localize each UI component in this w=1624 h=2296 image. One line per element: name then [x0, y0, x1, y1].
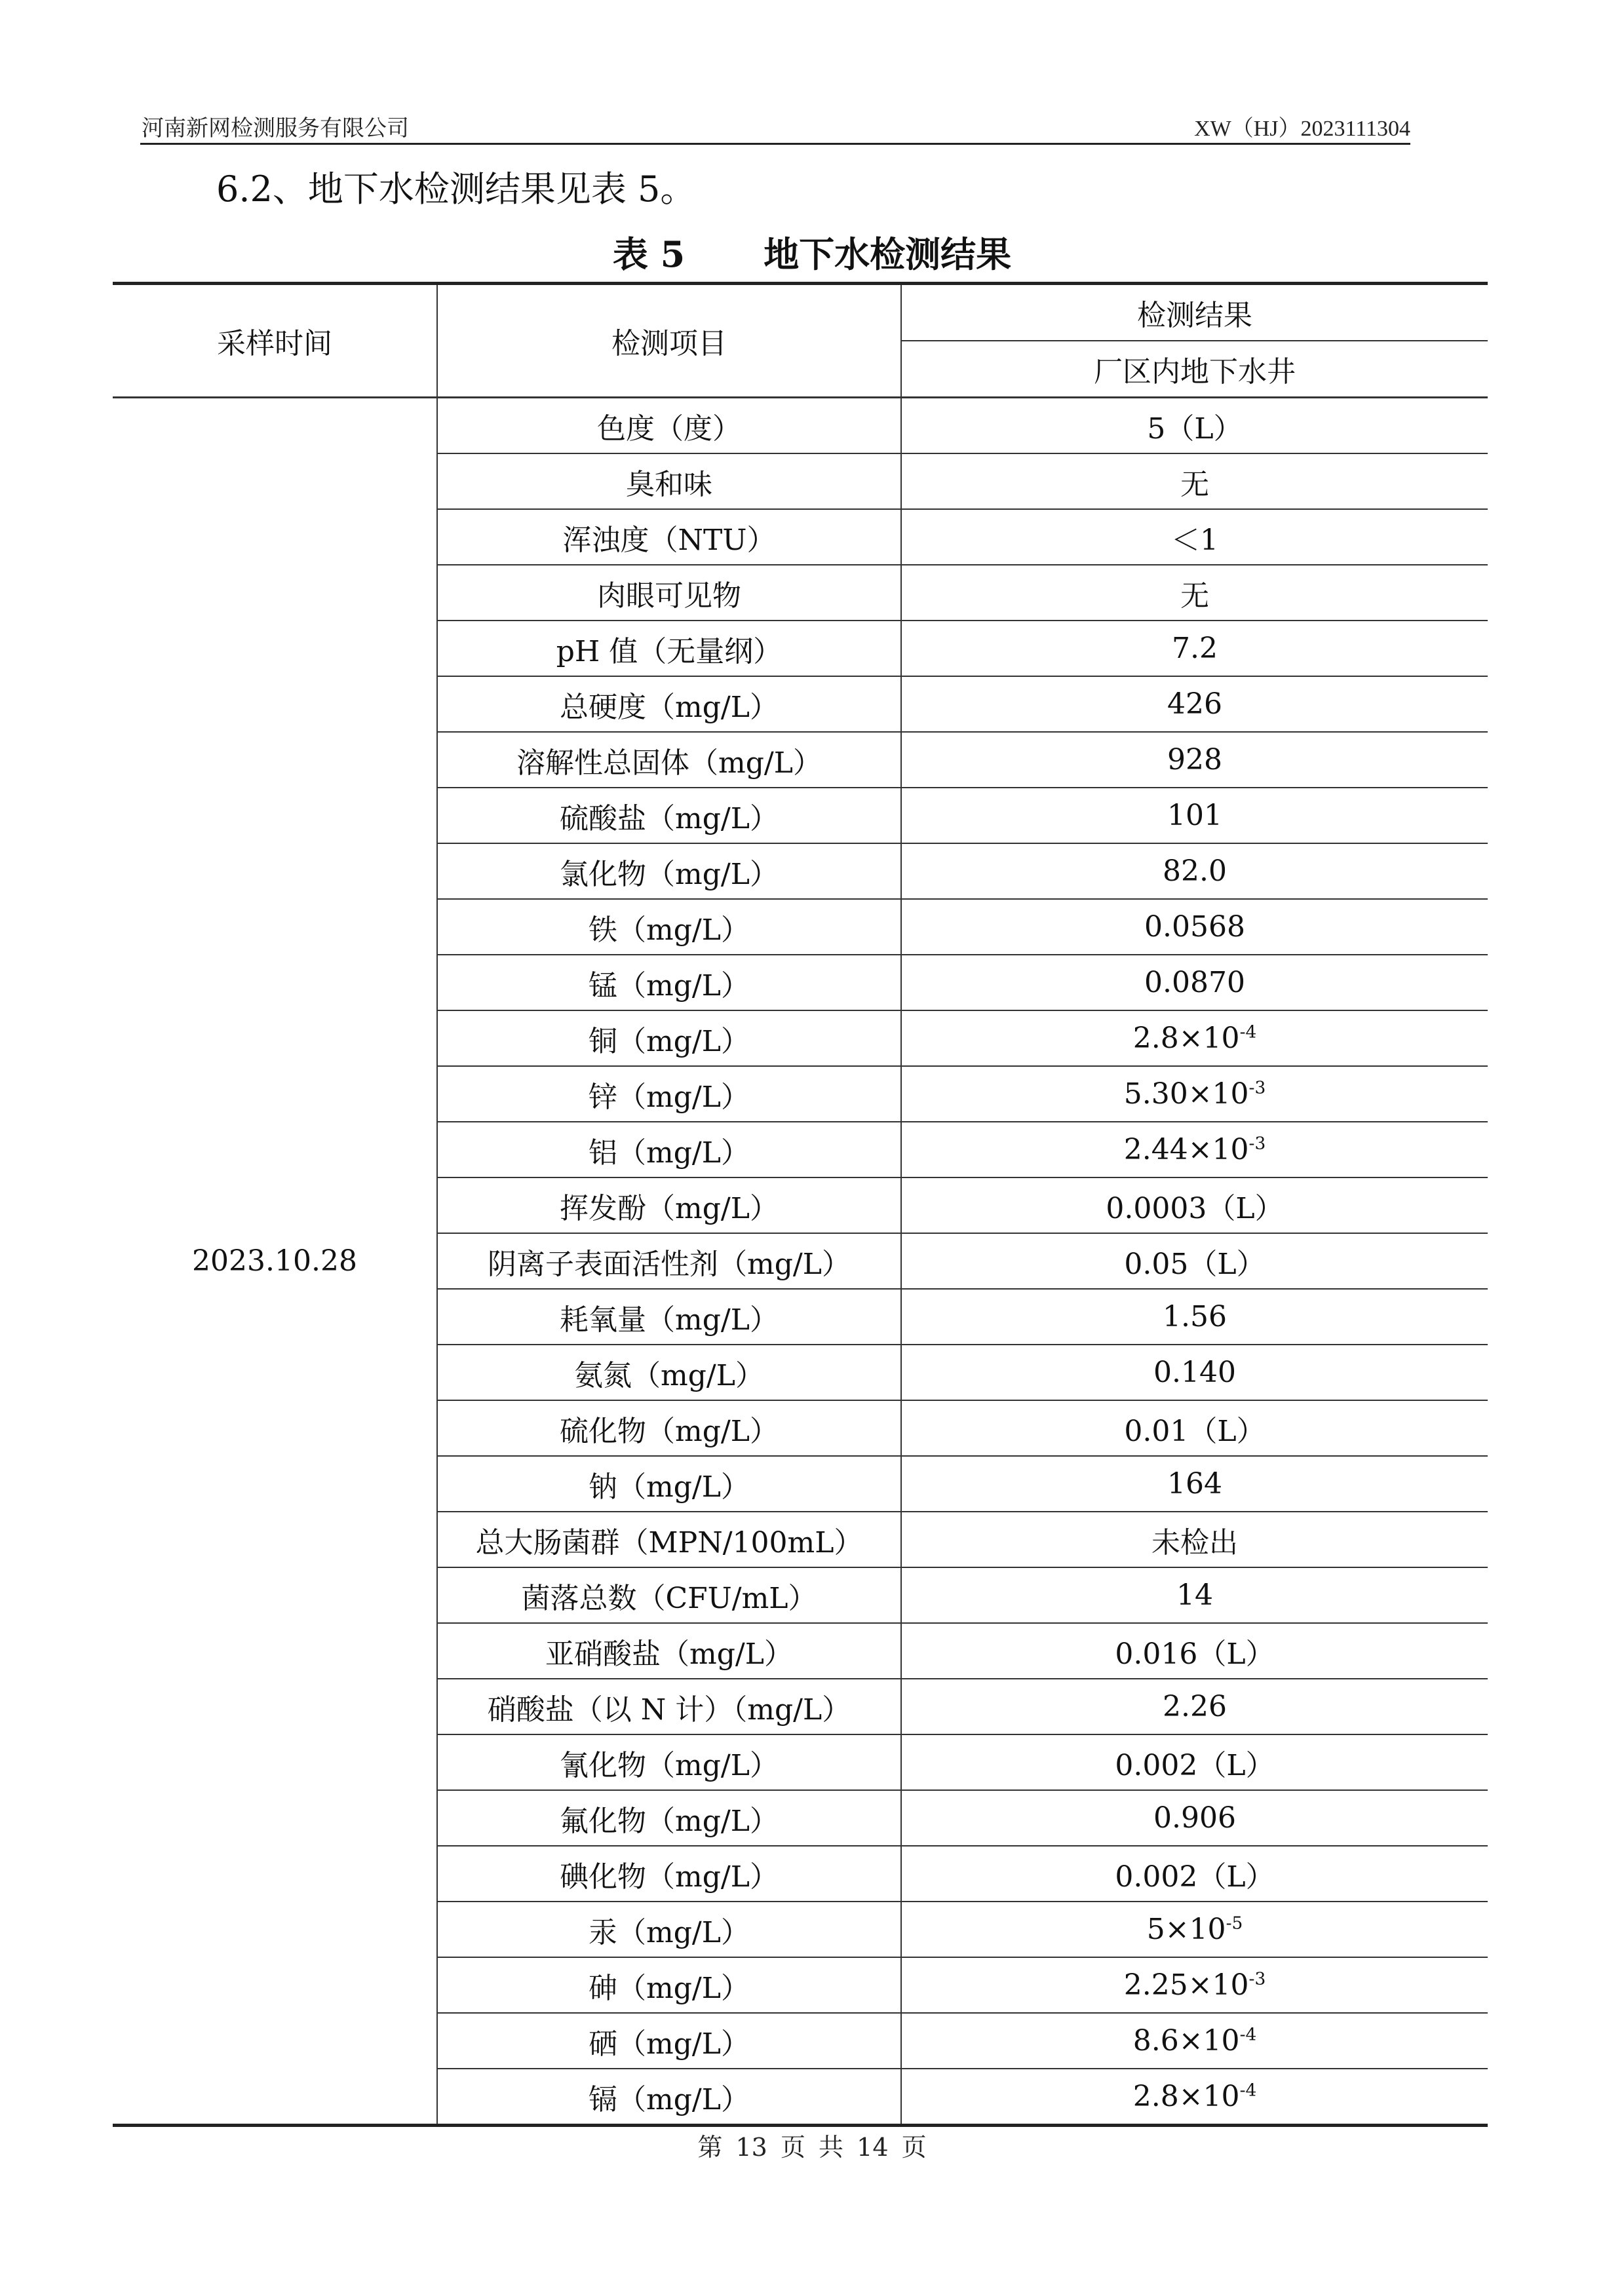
test-value-text: 8.6×10: [1132, 2024, 1240, 2057]
test-value-text: 0.0003（L）: [1106, 1191, 1284, 1225]
test-value: [901, 1902, 1488, 1957]
header-location: 厂区内地下水井: [901, 341, 1488, 398]
test-value: [901, 398, 1488, 454]
test-value: [901, 955, 1488, 1010]
test-value-text: 0.002（L）: [1115, 1860, 1275, 1894]
test-item: 硒（mg/L）: [437, 2013, 901, 2069]
test-value-text: 无: [1180, 467, 1209, 501]
test-value-text: 426: [1167, 687, 1222, 721]
test-item: 锰（mg/L）: [437, 955, 901, 1010]
test-value: [901, 565, 1488, 621]
table-title: 地下水检测结果: [764, 233, 1012, 275]
test-value-text: 14: [1176, 1578, 1213, 1612]
groundwater-result-table: [113, 282, 1488, 2127]
test-value: [901, 788, 1488, 843]
test-value-exponent: -3: [1248, 1133, 1266, 1154]
section-title: 6.2、地下水检测结果见表 5。: [216, 168, 696, 210]
test-value-text: 0.140: [1153, 1356, 1236, 1389]
test-item: 浑浊度（NTU）: [437, 509, 901, 565]
test-value-text: 0.01（L）: [1124, 1414, 1266, 1448]
header-divider: [140, 143, 1410, 145]
test-value: [901, 843, 1488, 899]
test-item: 阴离子表面活性剂（mg/L）: [437, 1233, 901, 1289]
test-item: 肉眼可见物: [437, 565, 901, 621]
test-value-text: 2.44×10: [1123, 1133, 1249, 1166]
test-value: [901, 2069, 1488, 2126]
table-caption: [0, 227, 1624, 277]
test-item: 镉（mg/L）: [437, 2069, 901, 2126]
header-sampling-time: 采样时间: [113, 284, 437, 398]
test-item: 总硬度（mg/L）: [437, 676, 901, 732]
test-item: 氟化物（mg/L）: [437, 1790, 901, 1846]
test-item: 砷（mg/L）: [437, 1957, 901, 2013]
test-value-text: ＜1: [1171, 523, 1218, 557]
test-value-exponent: -4: [1239, 1022, 1257, 1043]
test-value-exponent: -3: [1248, 1077, 1266, 1098]
test-value-text: 0.906: [1153, 1801, 1236, 1835]
test-value: [901, 1734, 1488, 1790]
test-value: [901, 1345, 1488, 1400]
table-number: 表 5: [612, 233, 686, 275]
test-item: 锌（mg/L）: [437, 1066, 901, 1122]
test-item: 菌落总数（CFU/mL）: [437, 1567, 901, 1623]
test-item: 硝酸盐（以 N 计）（mg/L）: [437, 1679, 901, 1734]
test-value: [901, 1177, 1488, 1233]
sampling-date: 2023.10.28: [113, 398, 437, 2126]
footer-label-total: 共: [819, 2133, 844, 2162]
test-value-text: 101: [1167, 799, 1222, 832]
footer-label-unit-2: 页: [901, 2133, 927, 2162]
company-name: 河南新网检测服务有限公司: [142, 115, 409, 142]
header-test-result: 检测结果: [901, 284, 1488, 341]
test-value-text: 5.30×10: [1123, 1077, 1249, 1111]
test-value-exponent: -3: [1248, 1968, 1266, 1989]
test-value: [901, 1623, 1488, 1679]
test-item: 挥发酚（mg/L）: [437, 1177, 901, 1233]
test-value: [901, 453, 1488, 509]
test-value: [901, 2013, 1488, 2069]
test-value-exponent: -4: [1239, 2024, 1257, 2045]
test-value-text: 1.56: [1163, 1300, 1227, 1333]
test-value: [901, 1289, 1488, 1345]
test-value: [901, 676, 1488, 732]
test-value-text: 82.0: [1163, 854, 1227, 888]
test-value-text: 2.25×10: [1123, 1968, 1249, 2002]
test-value: [901, 621, 1488, 676]
test-item: 臭和味: [437, 453, 901, 509]
test-item: 碘化物（mg/L）: [437, 1846, 901, 1902]
test-value-text: 无: [1180, 579, 1209, 613]
test-item: 硫酸盐（mg/L）: [437, 788, 901, 843]
test-value-exponent: -4: [1239, 2080, 1257, 2101]
footer-page-total: 14: [857, 2133, 889, 2162]
test-item: 亚硝酸盐（mg/L）: [437, 1623, 901, 1679]
test-value: [901, 1567, 1488, 1623]
page-footer: [0, 2127, 1624, 2163]
report-number: XW（HJ）2023111304: [1194, 117, 1410, 141]
test-value-text: 0.016（L）: [1115, 1637, 1275, 1671]
test-value: [901, 1456, 1488, 1512]
test-item: 耗氧量（mg/L）: [437, 1289, 901, 1345]
test-item: 总大肠菌群（MPN/100mL）: [437, 1512, 901, 1567]
test-value: [901, 1400, 1488, 1456]
test-value-text: 164: [1167, 1467, 1222, 1501]
test-value: [901, 1957, 1488, 2013]
test-value: [901, 1512, 1488, 1567]
footer-label-unit: 页: [780, 2133, 805, 2162]
test-value-text: 2.8×10: [1132, 2080, 1240, 2113]
header-test-item: 检测项目: [437, 284, 901, 398]
test-value: [901, 1010, 1488, 1066]
test-value: [901, 1679, 1488, 1734]
test-value-text: 0.0568: [1144, 910, 1245, 944]
footer-page-current: 13: [735, 2133, 767, 2162]
table-row: [113, 398, 1488, 454]
test-value: [901, 1790, 1488, 1846]
test-value-text: 928: [1167, 743, 1222, 776]
test-value-text: 未检出: [1151, 1525, 1238, 1559]
test-value: [901, 732, 1488, 788]
test-value: [901, 899, 1488, 955]
test-item: pH 值（无量纲）: [437, 621, 901, 676]
test-value: [901, 509, 1488, 565]
test-value-text: 2.26: [1163, 1690, 1227, 1723]
table-header-row: [113, 284, 1488, 341]
footer-label-page: 第: [697, 2133, 723, 2162]
test-value-text: 5（L）: [1147, 411, 1243, 446]
test-item: 汞（mg/L）: [437, 1902, 901, 1957]
test-item: 铝（mg/L）: [437, 1122, 901, 1177]
test-item: 溶解性总固体（mg/L）: [437, 732, 901, 788]
test-value: [901, 1122, 1488, 1177]
test-item: 氯化物（mg/L）: [437, 843, 901, 899]
test-value-exponent: -5: [1226, 1913, 1243, 1934]
test-value: [901, 1846, 1488, 1902]
test-value-text: 2.8×10: [1132, 1022, 1240, 1055]
test-value-text: 0.0870: [1144, 966, 1245, 999]
test-value: [901, 1233, 1488, 1289]
test-item: 硫化物（mg/L）: [437, 1400, 901, 1456]
test-value-text: 5×10: [1146, 1913, 1226, 1946]
test-value: [901, 1066, 1488, 1122]
test-item: 色度（度）: [437, 398, 901, 454]
test-item: 铜（mg/L）: [437, 1010, 901, 1066]
test-item: 铁（mg/L）: [437, 899, 901, 955]
test-item: 钠（mg/L）: [437, 1456, 901, 1512]
test-item: 氨氮（mg/L）: [437, 1345, 901, 1400]
test-item: 氰化物（mg/L）: [437, 1734, 901, 1790]
test-value-text: 7.2: [1172, 632, 1218, 665]
test-value-text: 0.05（L）: [1124, 1247, 1266, 1281]
test-value-text: 0.002（L）: [1115, 1748, 1275, 1782]
